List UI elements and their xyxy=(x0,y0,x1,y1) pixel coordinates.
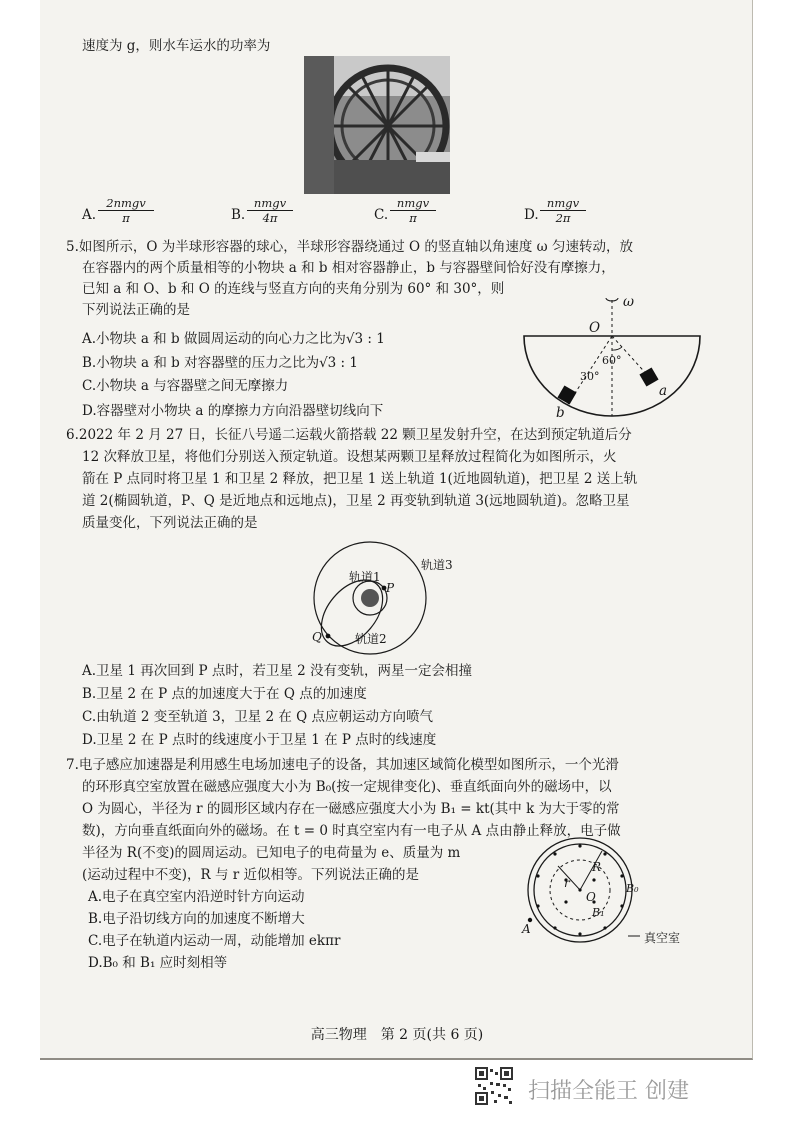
q6-line-3: 箭在 P 点同时将卫星 1 和卫星 2 释放，把卫星 1 送上轨道 1(近地圆轨道)，把卫星 2 送上轨 xyxy=(82,471,638,487)
q4-option-d-fraction: nmgv 2π xyxy=(540,196,586,225)
q5-line-1: 5.如图所示，O 为半球形容器的球心，半球形容器绕通过 O 的竖直轴以角速度 ω 匀速转动，放 xyxy=(66,239,633,255)
page-footer: 高三物理 第 2 页(共 6 页) xyxy=(310,1027,484,1043)
watermark-text: 扫描全能王 创建 xyxy=(528,1079,689,1104)
q6-option-b: B.卫星 2 在 P 点的加速度大于在 Q 点的加速度 xyxy=(82,686,367,702)
q7-line-6: (运动过程中不变)，R 与 r 近似相等。下列说法正确的是 xyxy=(82,867,420,883)
orbit-3-label: 轨道3 xyxy=(421,558,453,572)
orbit-1-label: 轨道1 xyxy=(349,570,381,584)
q6-line-5: 质量变化，下列说法正确的是 xyxy=(82,515,258,531)
vacuum-chamber-label: 真空室 xyxy=(644,931,681,945)
scanner-watermark xyxy=(474,1066,774,1106)
q7-option-d: D.B₀ 和 B₁ 应时刻相等 xyxy=(88,955,228,971)
q7-line-3: O 为圆心，半径为 r 的圆形区域内存在一磁感应强度大小为 B₁ = kt(其中 k 为大于零的常 xyxy=(82,801,620,817)
orbit-2-label: 轨道2 xyxy=(355,632,387,646)
qr-code-icon xyxy=(474,1066,518,1106)
q5-line-2: 在容器内的两个质量相等的小物块 a 和 b 相对容器静止，b 与容器壁间恰好没有摩擦力， xyxy=(82,260,615,276)
waterwheel-image xyxy=(304,56,450,194)
point-p-label: P xyxy=(386,581,395,595)
block-a-label: a xyxy=(659,383,668,399)
q7-option-a: A.电子在真空室内沿逆时针方向运动 xyxy=(88,889,305,905)
q7-line-1: 7.电子感应加速器是利用感生电场加速电子的设备，其加速区域简化模型如图所示，一个光滑 xyxy=(66,757,619,773)
q6-option-c: C.由轨道 2 变至轨道 3，卫星 2 在 Q 点应朝运动方向喷气 xyxy=(82,709,434,725)
point-a-label: A xyxy=(522,922,531,936)
q7-line-2: 的环形真空室放置在磁感应强度大小为 B₀(按一定规律变化)、垂直纸面向外的磁场中，以 xyxy=(82,779,612,795)
center-o-label: O xyxy=(589,320,601,336)
angle-60-label: 60° xyxy=(602,354,622,367)
center-o-label-7: O xyxy=(586,890,596,904)
point-q-label: Q xyxy=(312,630,322,644)
q6-line-1: 6.2022 年 2 月 27 日，长征八号遥二运载火箭搭载 22 颗卫星发射升空，在达到预定轨道后分 xyxy=(66,427,632,443)
b1-label: B₁ xyxy=(592,906,605,919)
q7-option-b: B.电子沿切线方向的加速度不断增大 xyxy=(88,911,305,927)
q5-option-b: B.小物块 a 和 b 对容器壁的压力之比为√3 : 1 xyxy=(82,355,358,371)
q5-option-a: A.小物块 a 和 b 做圆周运动的向心力之比为√3 : 1 xyxy=(82,331,385,347)
waterwheel-photo xyxy=(304,56,450,194)
q4-intro: 速度为 g，则水车运水的功率为 xyxy=(82,38,271,54)
angle-30-label: 30° xyxy=(580,370,600,383)
q6-option-d: D.卫星 2 在 P 点时的线速度小于卫星 1 在 P 点时的线速度 xyxy=(82,732,437,748)
q5-line-4: 下列说法正确的是 xyxy=(82,302,190,318)
radius-r-small-label: r xyxy=(564,876,570,890)
q5-option-d: D.容器壁对小物块 a 的摩擦力方向沿器壁切线向下 xyxy=(82,403,384,419)
q6-line-2: 12 次释放卫星，将他们分别送入预定轨道。设想某两颗卫星释放过程简化为如图所示，火 xyxy=(82,449,617,465)
q5-line-3: 已知 a 和 O、b 和 O 的连线与竖直方向的夹角分别为 60° 和 30°，则 xyxy=(82,281,505,297)
q6-line-4: 道 2(椭圆轨道，P、Q 是近地点和远地点)，卫星 2 再变轨到轨道 3(远地圆轨道)。忽略卫星 xyxy=(82,493,630,509)
q4-option-b-fraction: nmgv 4π xyxy=(247,196,293,225)
q4-option-a-fraction: 2nmgv π xyxy=(98,196,154,225)
omega-label: ω xyxy=(623,294,635,310)
radius-r-big-label: R xyxy=(592,860,602,874)
q4-option-c-letter: C. xyxy=(374,207,389,223)
b0-label: B₀ xyxy=(626,882,639,895)
q4-option-a-letter: A. xyxy=(82,207,97,223)
q4-option-c-fraction: nmgv π xyxy=(390,196,436,225)
q4-option-d-letter: D. xyxy=(524,207,539,223)
block-b-label: b xyxy=(556,405,565,421)
q7-line-5: 半径为 R(不变)的圆周运动。已知电子的电荷量为 e、质量为 m xyxy=(82,845,461,861)
q7-option-c: C.电子在轨道内运动一周，动能增加 ekπr xyxy=(88,933,341,949)
accelerator-diagram xyxy=(520,836,640,946)
q5-option-c: C.小物块 a 与容器壁之间无摩擦力 xyxy=(82,378,289,394)
q4-option-b-letter: B. xyxy=(231,207,246,223)
q7-line-4: 数)，方向垂直纸面向外的磁场。在 t = 0 时真空室内有一电子从 A 点由静止释放，电子做 xyxy=(82,823,621,839)
q6-option-a: A.卫星 1 再次回到 P 点时，若卫星 2 没有变轨，两星一定会相撞 xyxy=(82,663,473,679)
